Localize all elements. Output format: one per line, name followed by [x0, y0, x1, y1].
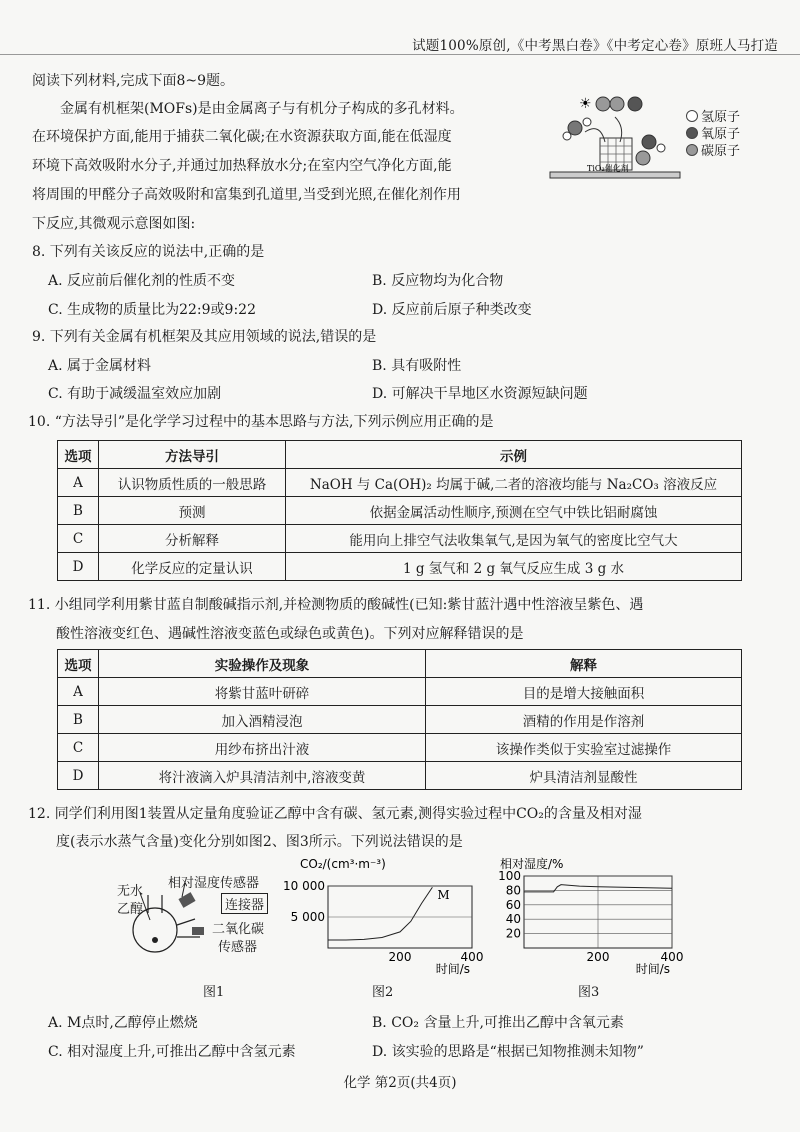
y-tick-label: 60: [505, 897, 521, 912]
table-cell: A: [58, 678, 99, 706]
point-label-m: M: [437, 888, 450, 903]
y-axis-label: CO₂/(cm³·m⁻³): [300, 857, 386, 871]
y-axis-label: 相对湿度/%: [500, 857, 564, 871]
col-header: 选项: [58, 441, 99, 469]
x-axis-label: 时间/s: [635, 962, 670, 976]
table-header-row: [58, 441, 742, 469]
table-cell: 依据金属活动性顺序,预测在空气中铁比铝耐腐蚀: [286, 497, 742, 525]
y-tick-label: 40: [505, 912, 521, 927]
intro-line: 将周围的甲醛分子高效吸附和富集到孔道里,当受到光照,在催化剂作用: [32, 187, 461, 203]
q8-option-b: B. 反应物均为化合物: [372, 273, 504, 289]
y-tick-label: 20: [505, 926, 521, 941]
table-header-row: [58, 650, 742, 678]
y-tick-label: 80: [505, 883, 521, 898]
y-tick-label: 5 000: [290, 910, 325, 924]
mof-diagram: [545, 92, 685, 192]
q9-option-c: C. 有助于减缓温室效应加剧: [48, 386, 222, 402]
table-row: [58, 678, 742, 706]
intro-line: 下反应,其微观示意图如图:: [32, 216, 196, 232]
table-cell: 1 g 氢气和 2 g 氧气反应生成 3 g 水: [286, 553, 742, 581]
x-tick-label: 400: [460, 950, 484, 964]
table-cell: A: [58, 469, 99, 497]
x-tick-label: 200: [388, 950, 412, 964]
fig2-co2-chart: [283, 857, 490, 978]
col-header: 方法导引: [99, 441, 286, 469]
fig3-humidity-chart: [492, 858, 692, 978]
table-cell: B: [58, 497, 99, 525]
table-cell: 认识物质性质的一般思路: [99, 469, 286, 497]
q10-table: [57, 440, 742, 581]
fig3-caption: 图3: [578, 985, 600, 1000]
table-cell: 酒精的作用是作溶剂: [426, 706, 742, 734]
q12-option-c: C. 相对湿度上升,可推出乙醇中含氢元素: [48, 1044, 296, 1060]
fig1-label-co2: 二氧化碳: [212, 922, 265, 937]
legend-hydrogen: 氢原子: [686, 106, 740, 125]
q12-stem-line2: 度(表示水蒸气含量)变化分别如图2、图3所示。下列说法错误的是: [56, 834, 463, 850]
q12-option-a: A. M点时,乙醇停止燃烧: [48, 1015, 198, 1031]
table-cell: B: [58, 706, 99, 734]
sun-icon: ☀: [579, 96, 592, 112]
q9-stem: 9. 下列有关金属有机框架及其应用领域的说法,错误的是: [32, 329, 377, 345]
header-rule: [0, 54, 800, 55]
intro-line: 金属有机框架(MOFs)是由金属离子与有机分子构成的多孔材料。: [60, 101, 464, 117]
q8-option-c: C. 生成物的质量比为22:9或9:22: [48, 302, 256, 318]
table-cell: 将紫甘蓝叶研碎: [99, 678, 426, 706]
q8-option-a: A. 反应前后催化剂的性质不变: [48, 273, 236, 289]
col-header: 选项: [58, 650, 99, 678]
table-cell: D: [58, 553, 99, 581]
x-axis-label: 时间/s: [435, 962, 470, 976]
q9-option-a: A. 属于金属材料: [48, 358, 152, 374]
col-header: 示例: [286, 441, 742, 469]
table-cell: 预测: [99, 497, 286, 525]
series-line: [328, 887, 432, 940]
x-tick-label: 400: [660, 950, 684, 964]
table-cell: 将汁液滴入炉具清洁剂中,溶液变黄: [99, 762, 426, 790]
q12-stem-line1: 12. 同学们利用图1装置从定量角度验证乙醇中含有碳、氢元素,测得实验过程中CO₂的含量及相对湿: [28, 806, 642, 822]
table-cell: 该操作类似于实验室过滤操作: [426, 734, 742, 762]
table-cell: 炉具清洁剂显酸性: [426, 762, 742, 790]
q8-stem: 8. 下列有关该反应的说法中,正确的是: [32, 244, 265, 260]
legend-oxygen: 氧原子: [686, 123, 740, 142]
intro-lead: 阅读下列材料,完成下面8~9题。: [32, 73, 234, 89]
table-cell: 用纱布挤出汁液: [99, 734, 426, 762]
table-cell: C: [58, 734, 99, 762]
table-cell: 能用向上排空气法收集氧气,是因为氧气的密度比空气大: [286, 525, 742, 553]
table-row: [58, 553, 742, 581]
table-row: [58, 706, 742, 734]
q9-option-b: B. 具有吸附性: [372, 358, 462, 374]
q11-stem-line1: 11. 小组同学利用紫甘蓝自制酸碱指示剂,并检测物质的酸碱性(已知:紫甘蓝汁遇中性溶液呈紫色、遇: [28, 597, 644, 613]
fig1-caption: 图1: [203, 985, 225, 1000]
q12-option-d: D. 该实验的思路是“根据已知物推测未知物”: [372, 1044, 644, 1060]
fig1-label-humidity-sensor: 相对湿度传感器: [168, 876, 260, 891]
col-header: 解释: [426, 650, 742, 678]
table-cell: 化学反应的定量认识: [99, 553, 286, 581]
y-tick-label: 100: [498, 869, 521, 883]
table-cell: NaOH 与 Ca(OH)₂ 均属于碱,二者的溶液均能与 Na₂CO₃ 溶液反应: [286, 469, 742, 497]
x-tick-label: 200: [586, 950, 610, 964]
q8-option-d: D. 反应前后原子种类改变: [372, 302, 532, 318]
table-cell: 目的是增大接触面积: [426, 678, 742, 706]
q11-stem-line2: 酸性溶液变红色、遇碱性溶液变蓝色或绿色或黄色)。下列对应解释错误的是: [56, 626, 524, 642]
q9-option-d: D. 可解决干旱地区水资源短缺问题: [372, 386, 588, 402]
col-header: 实验操作及现象: [99, 650, 426, 678]
page-header: 试题100%原创,《中考黑白卷》《中考定心卷》原班人马打造: [412, 38, 778, 54]
intro-line: 在环境保护方面,能用于捕获二氧化碳;在水资源获取方面,能在低湿度: [32, 129, 452, 145]
table-cell: D: [58, 762, 99, 790]
catalyst-label: TiO₂催化剂: [587, 164, 629, 173]
fig1-label-connector: 连接器: [221, 893, 268, 914]
table-cell: 加入酒精浸泡: [99, 706, 426, 734]
table-row: [58, 734, 742, 762]
table-cell: 分析解释: [99, 525, 286, 553]
fig1-label-sensor: 传感器: [218, 940, 258, 955]
fig1-label-ethanol: 乙醇: [117, 902, 144, 917]
table-row: [58, 762, 742, 790]
table-row: [58, 525, 742, 553]
q11-table: [57, 649, 742, 790]
q12-option-b: B. CO₂ 含量上升,可推出乙醇中含氧元素: [372, 1015, 624, 1031]
table-cell: C: [58, 525, 99, 553]
table-row: [58, 497, 742, 525]
q10-stem: 10. “方法导引”是化学学习过程中的基本思路与方法,下列示例应用正确的是: [28, 414, 494, 430]
table-row: [58, 469, 742, 497]
fig2-caption: 图2: [372, 985, 394, 1000]
intro-line: 环境下高效吸附水分子,并通过加热释放水分;在室内空气净化方面,能: [32, 158, 452, 174]
legend-carbon: 碳原子: [686, 140, 740, 159]
page-footer: 化学 第2页(共4页): [343, 1075, 457, 1091]
fig1-label-anhydrous: 无水: [117, 884, 144, 899]
y-tick-label: 10 000: [283, 879, 325, 893]
